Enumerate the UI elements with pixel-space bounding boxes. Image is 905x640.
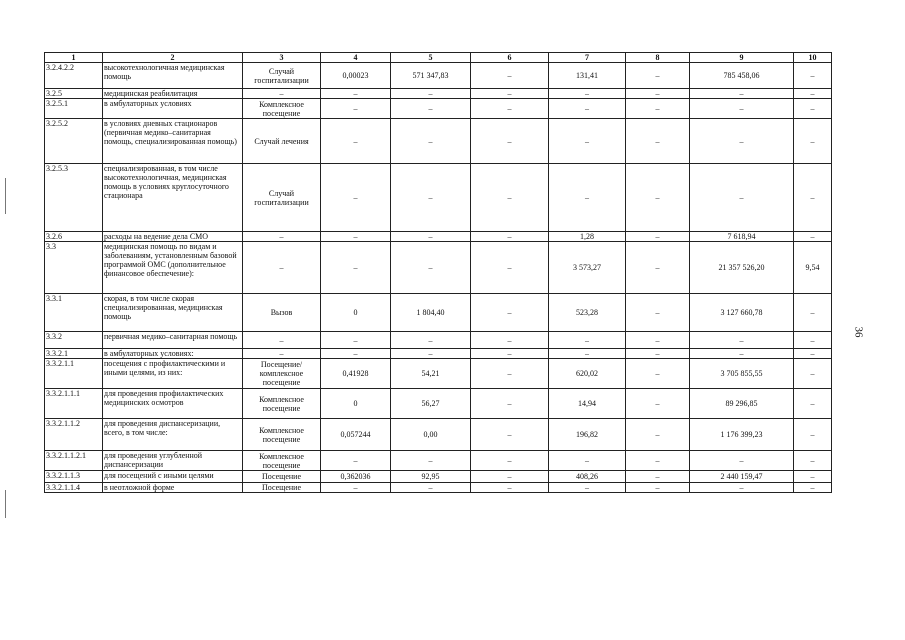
column-header: 10 xyxy=(794,53,832,63)
table-cell: 131,41 xyxy=(549,63,626,89)
table-cell: Комплексное посещение xyxy=(243,419,321,451)
table-cell: 92,95 xyxy=(391,471,471,483)
table-cell: – xyxy=(794,359,832,389)
table-row xyxy=(45,99,832,119)
table-cell: – xyxy=(391,451,471,471)
table-cell: – xyxy=(549,119,626,164)
column-header: 7 xyxy=(549,53,626,63)
table-cell: – xyxy=(321,451,391,471)
table-cell: – xyxy=(626,359,690,389)
table-cell: – xyxy=(471,359,549,389)
table-cell: Случай лечения xyxy=(243,119,321,164)
column-header: 9 xyxy=(690,53,794,63)
table-cell: – xyxy=(690,99,794,119)
row-name: для проведения углубленной диспансеризации xyxy=(103,451,243,471)
column-header: 1 xyxy=(45,53,103,63)
row-code: 3.3.2.1.1 xyxy=(45,359,103,389)
table-row xyxy=(45,349,832,359)
column-header: 8 xyxy=(626,53,690,63)
table-cell: – xyxy=(243,232,321,242)
table-cell: Посещение xyxy=(243,471,321,483)
table-cell: 1 804,40 xyxy=(391,294,471,332)
table-row xyxy=(45,332,832,349)
table-cell: – xyxy=(794,63,832,89)
page-number: 36 xyxy=(852,326,865,338)
row-name: медицинская реабилитация xyxy=(103,89,243,99)
row-code: 3.3.2.1.1.3 xyxy=(45,471,103,483)
table-cell: 3 573,27 xyxy=(549,242,626,294)
table-cell: – xyxy=(549,349,626,359)
table-cell: – xyxy=(391,483,471,493)
table-cell: 2 440 159,47 xyxy=(690,471,794,483)
column-header-row xyxy=(45,53,832,63)
table-cell: 196,82 xyxy=(549,419,626,451)
row-name: специализированная, в том числе высокотехнологичная, медицинская помощь в условиях круглосуточного стационара xyxy=(103,164,243,232)
table-row xyxy=(45,164,832,232)
table-cell: – xyxy=(243,89,321,99)
table-row xyxy=(45,389,832,419)
scan-margin-mark xyxy=(5,490,6,518)
table-cell: 1 176 399,23 xyxy=(690,419,794,451)
table-cell: – xyxy=(391,119,471,164)
table-cell: – xyxy=(626,119,690,164)
table-cell: – xyxy=(626,419,690,451)
table-cell: – xyxy=(471,471,549,483)
row-name: для посещений с иными целями xyxy=(103,471,243,483)
row-code: 3.3.2.1 xyxy=(45,349,103,359)
row-code: 3.2.4.2.2 xyxy=(45,63,103,89)
table-cell: – xyxy=(690,164,794,232)
table-cell: – xyxy=(471,332,549,349)
column-header: 4 xyxy=(321,53,391,63)
data-table xyxy=(44,52,832,493)
table-cell: – xyxy=(626,349,690,359)
table-cell: – xyxy=(391,232,471,242)
table-cell: – xyxy=(626,99,690,119)
table-cell: 0,362036 xyxy=(321,471,391,483)
table-cell: 7 618,94 xyxy=(690,232,794,242)
table-cell: – xyxy=(690,89,794,99)
table-cell: – xyxy=(243,332,321,349)
table-cell: 0,00023 xyxy=(321,63,391,89)
table-cell: – xyxy=(794,294,832,332)
table-row xyxy=(45,242,832,294)
row-name: расходы на ведение дела СМО xyxy=(103,232,243,242)
table-cell: – xyxy=(549,483,626,493)
table-cell: – xyxy=(471,294,549,332)
table-cell: – xyxy=(549,89,626,99)
table-cell: – xyxy=(626,63,690,89)
table-cell: – xyxy=(471,232,549,242)
row-name: медицинская помощь по видам и заболеваниям, установленным базовой программой ОМС (дополнительное финансовое обеспечение): xyxy=(103,242,243,294)
table-cell: 785 458,06 xyxy=(690,63,794,89)
table-row xyxy=(45,359,832,389)
row-name: для проведения профилактических медицинских осмотров xyxy=(103,389,243,419)
table-cell: 1,28 xyxy=(549,232,626,242)
table-cell: – xyxy=(626,89,690,99)
table-cell: Комплексное посещение xyxy=(243,389,321,419)
table-cell: 89 296,85 xyxy=(690,389,794,419)
row-code: 3.3.2.1.1.4 xyxy=(45,483,103,493)
table-cell: 0,00 xyxy=(391,419,471,451)
row-code: 3.2.5.3 xyxy=(45,164,103,232)
table-cell: – xyxy=(549,332,626,349)
table-cell: – xyxy=(794,164,832,232)
table-cell: – xyxy=(391,89,471,99)
table-cell: Случай госпитализации xyxy=(243,164,321,232)
table-cell: 3 705 855,55 xyxy=(690,359,794,389)
table-cell: – xyxy=(626,471,690,483)
table-cell: – xyxy=(471,164,549,232)
table-row xyxy=(45,63,832,89)
table-cell: – xyxy=(471,451,549,471)
table-cell: – xyxy=(690,349,794,359)
table-cell: – xyxy=(794,389,832,419)
table-cell: – xyxy=(321,349,391,359)
row-code: 3.2.5.2 xyxy=(45,119,103,164)
row-name: в условиях дневных стационаров (первичная медико–санитарная помощь, специализированная помощь) xyxy=(103,119,243,164)
column-header: 5 xyxy=(391,53,471,63)
table-cell: – xyxy=(690,119,794,164)
table-cell: 571 347,83 xyxy=(391,63,471,89)
table-cell: – xyxy=(794,332,832,349)
table-cell: – xyxy=(243,349,321,359)
row-code: 3.3.2 xyxy=(45,332,103,349)
table-cell: 56,27 xyxy=(391,389,471,419)
table-cell: – xyxy=(549,164,626,232)
table-cell: – xyxy=(321,99,391,119)
table-cell: 3 127 660,78 xyxy=(690,294,794,332)
row-name: в неотложной форме xyxy=(103,483,243,493)
table-cell: – xyxy=(626,294,690,332)
table-cell: – xyxy=(794,349,832,359)
table-cell: – xyxy=(321,332,391,349)
table-cell: – xyxy=(690,332,794,349)
table-cell: Комплексное посещение xyxy=(243,451,321,471)
row-code: 3.3.2.1.1.2.1 xyxy=(45,451,103,471)
table-cell: 9,54 xyxy=(794,242,832,294)
table-cell: – xyxy=(321,232,391,242)
row-code: 3.2.6 xyxy=(45,232,103,242)
table-cell: – xyxy=(471,419,549,451)
table-cell: 21 357 526,20 xyxy=(690,242,794,294)
table-row xyxy=(45,119,832,164)
row-code: 3.3.2.1.1.1 xyxy=(45,389,103,419)
table-cell: 54,21 xyxy=(391,359,471,389)
table-cell: Посещение/ комплексное посещение xyxy=(243,359,321,389)
row-code: 3.2.5.1 xyxy=(45,99,103,119)
table-cell: – xyxy=(471,63,549,89)
table-cell: – xyxy=(690,451,794,471)
table-row xyxy=(45,89,832,99)
table-cell: – xyxy=(321,242,391,294)
table-cell: – xyxy=(794,483,832,493)
table-cell: – xyxy=(549,451,626,471)
table-cell: Комплексное посещение xyxy=(243,99,321,119)
table-cell: – xyxy=(794,232,832,242)
table-cell: – xyxy=(794,451,832,471)
table-cell: – xyxy=(794,471,832,483)
table-cell: – xyxy=(549,99,626,119)
table-cell: – xyxy=(794,119,832,164)
table-cell: – xyxy=(471,389,549,419)
table-cell: – xyxy=(794,99,832,119)
row-code: 3.2.5 xyxy=(45,89,103,99)
table-cell: – xyxy=(391,332,471,349)
table-cell: – xyxy=(471,242,549,294)
column-header: 3 xyxy=(243,53,321,63)
table-cell: – xyxy=(626,483,690,493)
row-name: скорая, в том числе скорая специализированная, медицинская помощь xyxy=(103,294,243,332)
row-name: посещения с профилактическими и иными целями, из них: xyxy=(103,359,243,389)
table-cell: – xyxy=(626,332,690,349)
row-code: 3.3.1 xyxy=(45,294,103,332)
table-cell: 14,94 xyxy=(549,389,626,419)
table-cell: – xyxy=(391,99,471,119)
table-cell: 0,057244 xyxy=(321,419,391,451)
row-name: первичная медико–санитарная помощь xyxy=(103,332,243,349)
table-cell: 0 xyxy=(321,389,391,419)
table-cell: 0,41928 xyxy=(321,359,391,389)
table-cell: – xyxy=(391,242,471,294)
table-cell: 523,28 xyxy=(549,294,626,332)
table-cell: 0 xyxy=(321,294,391,332)
table-cell: Вызов xyxy=(243,294,321,332)
table-cell: – xyxy=(794,419,832,451)
table-cell: 620,02 xyxy=(549,359,626,389)
table-cell: – xyxy=(321,164,391,232)
row-code: 3.3.2.1.1.2 xyxy=(45,419,103,451)
column-header: 6 xyxy=(471,53,549,63)
table-cell: – xyxy=(321,119,391,164)
table-cell: – xyxy=(626,389,690,419)
table-row xyxy=(45,232,832,242)
table-row xyxy=(45,483,832,493)
table-row xyxy=(45,294,832,332)
table-cell: – xyxy=(471,99,549,119)
table-cell: – xyxy=(471,483,549,493)
table-cell: – xyxy=(471,89,549,99)
table-cell: – xyxy=(626,451,690,471)
table-cell: – xyxy=(626,242,690,294)
table-cell: – xyxy=(690,483,794,493)
table-cell: Посещение xyxy=(243,483,321,493)
column-header: 2 xyxy=(103,53,243,63)
table-cell: – xyxy=(391,349,471,359)
table-cell: Случай госпитализации xyxy=(243,63,321,89)
scan-margin-mark xyxy=(5,178,6,214)
table-row xyxy=(45,471,832,483)
table-cell: – xyxy=(391,164,471,232)
row-name: высокотехнологичная медицинская помощь xyxy=(103,63,243,89)
row-name: в амбулаторных условиях xyxy=(103,99,243,119)
table-row xyxy=(45,419,832,451)
table-cell: – xyxy=(794,89,832,99)
table-cell: – xyxy=(626,232,690,242)
table-cell: – xyxy=(471,349,549,359)
row-name: для проведения диспансеризации, всего, в том числе: xyxy=(103,419,243,451)
table-cell: – xyxy=(321,483,391,493)
row-name: в амбулаторных условиях: xyxy=(103,349,243,359)
row-code: 3.3 xyxy=(45,242,103,294)
table-row xyxy=(45,451,832,471)
table-cell: – xyxy=(321,89,391,99)
table-cell: – xyxy=(626,164,690,232)
table-cell: – xyxy=(471,119,549,164)
table-cell: – xyxy=(243,242,321,294)
table-cell: 408,26 xyxy=(549,471,626,483)
